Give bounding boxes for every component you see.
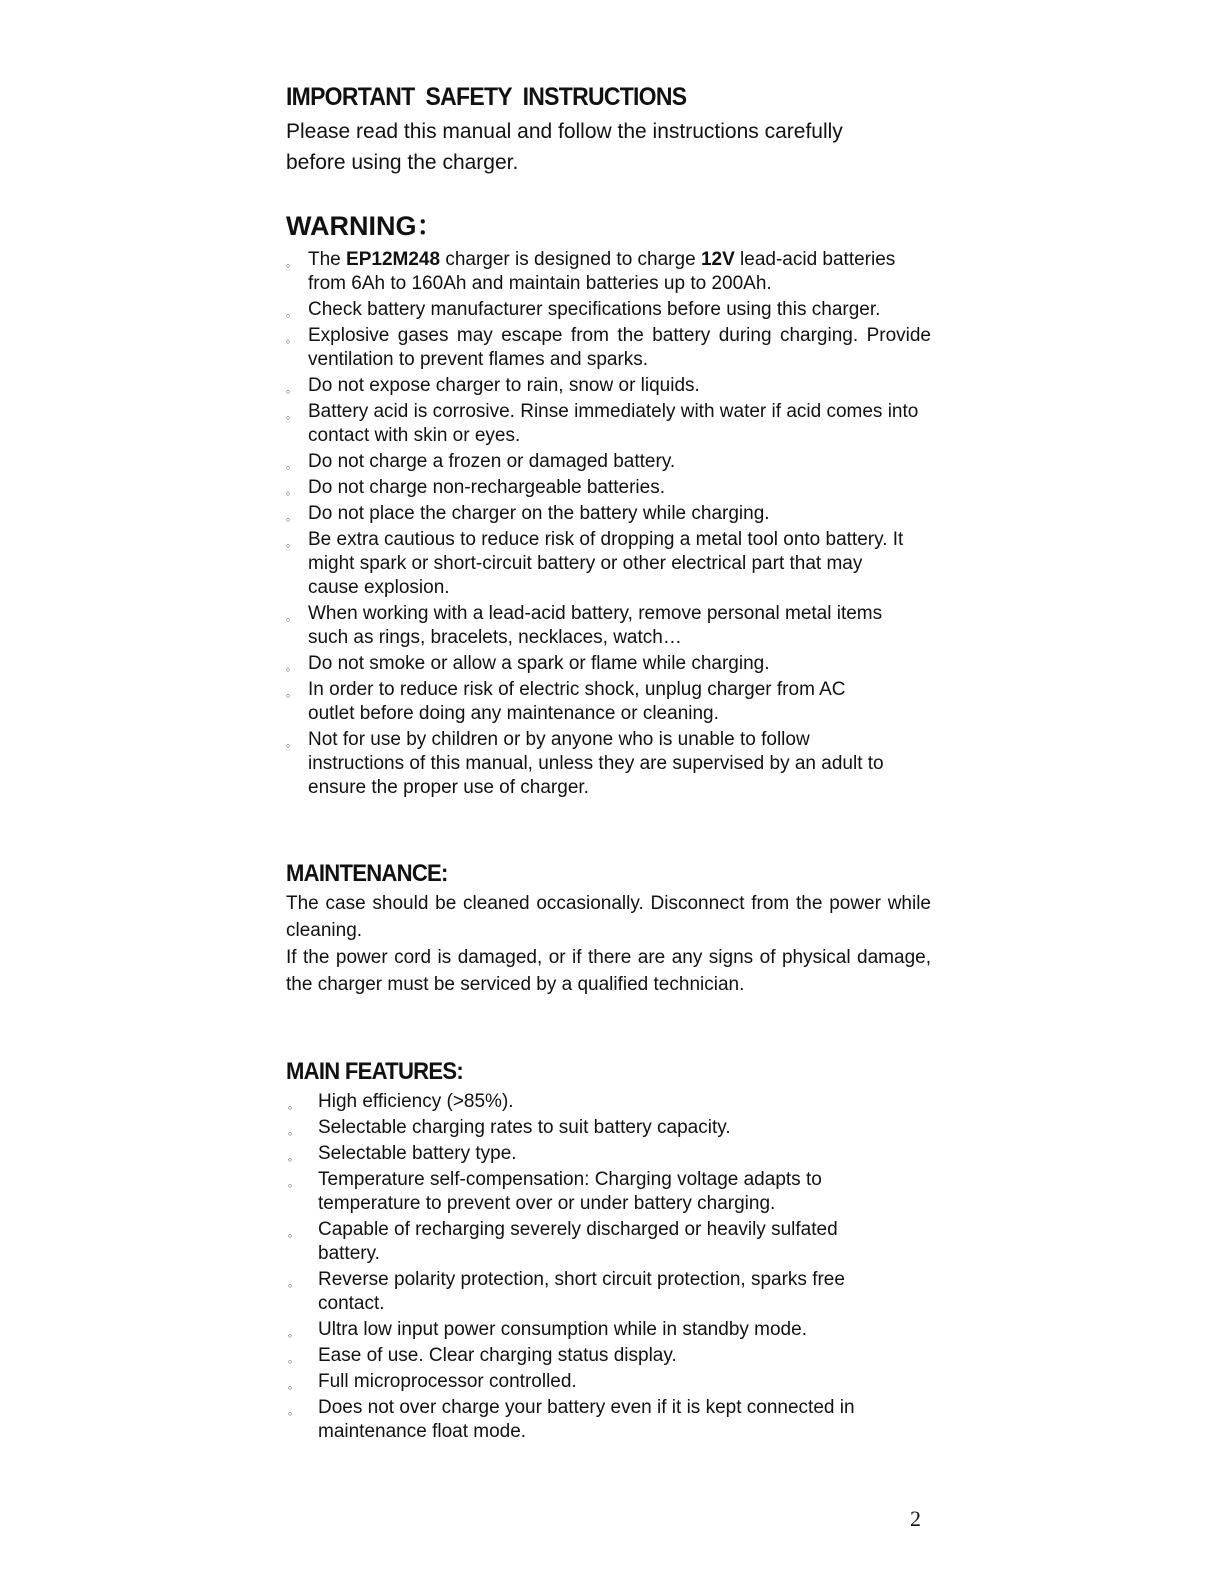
bullet-icon: 。 <box>286 459 297 471</box>
warning-item-text: Be extra cautious to reduce risk of dropping a metal tool onto battery. It might spark or short-circuit battery or other electrical part that may cause explosion. <box>308 529 904 598</box>
features-list <box>286 1090 931 1444</box>
warning-item-text: In order to reduce risk of electric shock, unplug charger from AC outlet before doing any maintenance or cleaning. <box>308 679 846 724</box>
maintenance-paragraph: The case should be cleaned occasionally. Disconnect from the power while cleaning. <box>286 893 931 941</box>
feature-item <box>286 1090 931 1114</box>
warning-item-text: Not for use by children or by anyone who is unable to follow instructions of this manual, unless they are supervised by an adult to ensure the proper use of charger. <box>308 729 884 798</box>
bullet-icon: 。 <box>286 661 297 673</box>
warning-item <box>286 248 931 296</box>
feature-item <box>286 1168 931 1216</box>
warning-item <box>286 602 931 650</box>
warning-item <box>286 476 931 500</box>
feature-item-text: Selectable charging rates to suit battery capacity. <box>318 1117 731 1138</box>
bullet-icon: 。 <box>286 485 297 497</box>
warning-item-text: Do not charge non-rechargeable batteries. <box>308 477 666 498</box>
voltage-value: 12V <box>700 249 735 270</box>
feature-item <box>286 1116 931 1140</box>
bullet-icon: 。 <box>286 511 297 523</box>
bullet-icon: 。 <box>288 1227 299 1239</box>
feature-item <box>286 1396 931 1444</box>
bullet-icon: 。 <box>286 687 297 699</box>
bullet-icon: 。 <box>286 737 297 749</box>
intro-line-1: Please read this manual and follow the instructions carefully <box>286 120 843 143</box>
warning-item-text: The <box>308 249 347 270</box>
warning-item-text: Check battery manufacturer specifications before using this charger. <box>308 299 881 320</box>
feature-item-text: Temperature self-compensation: Charging voltage adapts to temperature to prevent over or under battery charging. <box>318 1169 822 1214</box>
bullet-icon: 。 <box>288 1327 299 1339</box>
intro-line-2: before using the charger. <box>286 151 519 174</box>
bullet-icon: 。 <box>288 1099 299 1111</box>
feature-item-text: Ease of use. Clear charging status display. <box>318 1345 677 1366</box>
safety-title: IMPORTANT SAFETY INSTRUCTIONS <box>286 83 687 111</box>
warning-item <box>286 502 931 526</box>
warning-item-text: Do not expose charger to rain, snow or liquids. <box>308 375 700 396</box>
feature-item-text: Does not over charge your battery even if it is kept connected in maintenance float mode. <box>318 1397 855 1442</box>
bullet-icon: 。 <box>288 1405 299 1417</box>
feature-item-text: Capable of recharging severely discharged or heavily sulfated battery. <box>318 1219 838 1264</box>
warning-item-text: lead-acid batteries from 6Ah to 160Ah and maintain batteries up to 200Ah. <box>308 249 896 294</box>
warning-title: WARNING： <box>286 211 444 241</box>
feature-item-text: Reverse polarity protection, short circuit protection, sparks free contact. <box>318 1269 845 1314</box>
warning-item-text: Do not smoke or allow a spark or flame while charging. <box>308 653 770 674</box>
bullet-icon: 。 <box>286 537 297 549</box>
safety-intro <box>286 116 931 178</box>
warning-item-text: Battery acid is corrosive. Rinse immediately with water if acid comes into contact with skin or eyes. <box>308 401 919 446</box>
features-title: MAIN FEATURES: <box>286 1058 463 1085</box>
page-number: 2 <box>910 1506 921 1531</box>
feature-item <box>286 1318 931 1342</box>
bullet-icon: 。 <box>286 611 297 623</box>
maintenance-section <box>286 858 931 998</box>
bullet-icon: 。 <box>286 257 297 269</box>
warning-item <box>286 450 931 474</box>
bullet-icon: 。 <box>288 1125 299 1137</box>
feature-item-text: Ultra low input power consumption while in standby mode. <box>318 1319 807 1340</box>
maintenance-paragraph: If the power cord is damaged, or if there are any signs of physical damage, the charger must be serviced by a qualified technician. <box>286 947 931 995</box>
bullet-icon: 。 <box>288 1151 299 1163</box>
bullet-icon: 。 <box>288 1353 299 1365</box>
features-section <box>286 1056 931 1444</box>
warning-item <box>286 400 931 448</box>
bullet-icon: 。 <box>288 1379 299 1391</box>
warning-item-text: Do not place the charger on the battery while charging. <box>308 503 770 524</box>
warning-item-text: Explosive gases may escape from the battery during charging. Provide ventilation to prevent flames and sparks. <box>308 325 931 370</box>
bullet-icon: 。 <box>286 307 297 319</box>
feature-item <box>286 1218 931 1266</box>
bullet-icon: 。 <box>288 1177 299 1189</box>
warning-item <box>286 678 931 726</box>
warning-list <box>286 248 931 800</box>
warning-item <box>286 374 931 398</box>
bullet-icon: 。 <box>286 383 297 395</box>
bullet-icon: 。 <box>288 1277 299 1289</box>
warning-item <box>286 528 931 600</box>
bullet-icon: 。 <box>286 333 297 345</box>
warning-item-text: Do not charge a frozen or damaged battery. <box>308 451 676 472</box>
warning-item <box>286 324 931 372</box>
model-number: EP12M248 <box>346 249 441 270</box>
manual-page <box>286 80 931 1446</box>
warning-item-text: When working with a lead-acid battery, remove personal metal items such as rings, bracelets, necklaces, watch… <box>308 603 883 648</box>
feature-item <box>286 1344 931 1368</box>
bullet-icon: 。 <box>286 409 297 421</box>
warning-item-text: charger is designed to charge <box>440 249 701 270</box>
maintenance-title: MAINTENANCE: <box>286 860 448 887</box>
warning-item <box>286 652 931 676</box>
warning-item <box>286 298 931 322</box>
feature-item <box>286 1142 931 1166</box>
warning-item <box>286 728 931 800</box>
feature-item <box>286 1268 931 1316</box>
feature-item-text: Selectable battery type. <box>318 1143 517 1164</box>
feature-item <box>286 1370 931 1394</box>
feature-item-text: High efficiency (>85%). <box>318 1091 514 1112</box>
feature-item-text: Full microprocessor controlled. <box>318 1371 577 1392</box>
